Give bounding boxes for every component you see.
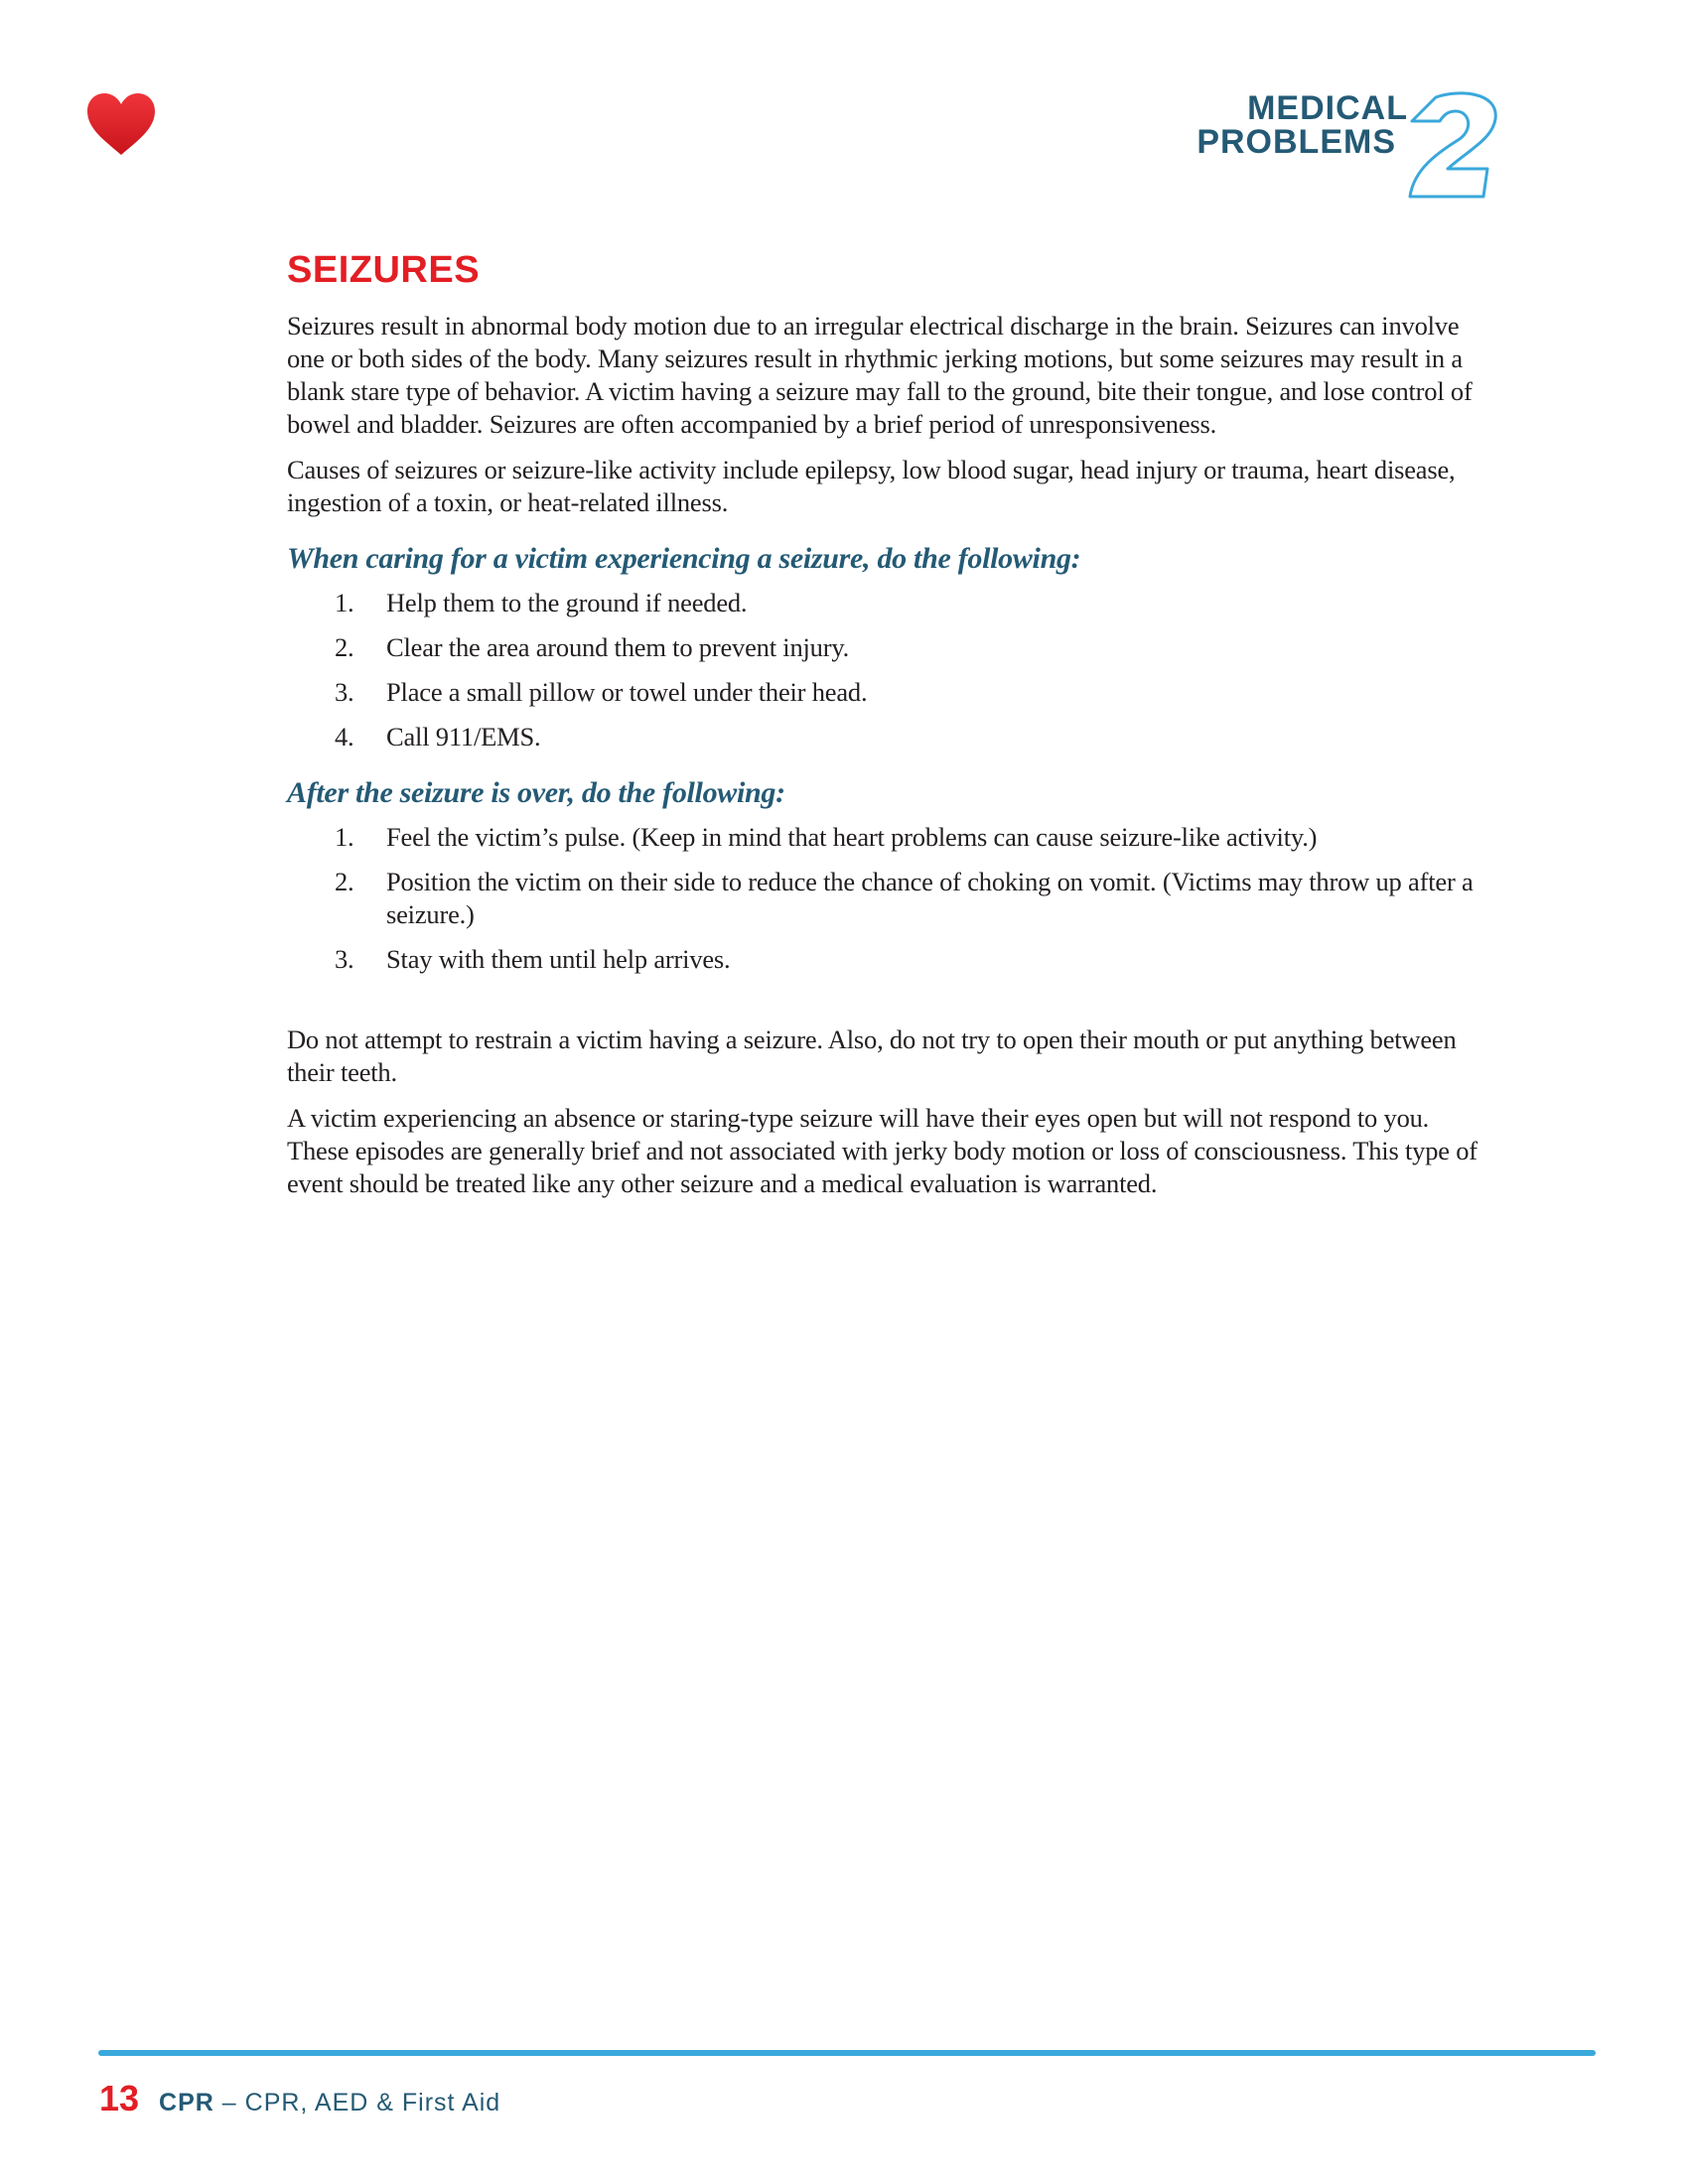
- step-text: Help them to the ground if needed.: [386, 588, 748, 617]
- footer-brand: CPR: [159, 2089, 214, 2116]
- absence-seizure-paragraph: A victim experiencing an absence or staring-type seizure will have their eyes open but will not respond to you. These episodes are generally brief and not associated with jerky body motion or loss of consciousness. This type of event should be treated like any other seizure and a medical evaluation is warranted.: [287, 1103, 1477, 1198]
- step-number: 2.: [335, 632, 354, 662]
- footer-divider: [98, 2050, 1596, 2056]
- restraint-warning-paragraph: Do not attempt to restrain a victim having a seizure. Also, do not try to open their mouth or put anything between their teeth.: [287, 1024, 1457, 1087]
- step-number: 3.: [335, 944, 354, 974]
- page-number: 13: [99, 2078, 140, 2118]
- during-seizure-heading: When caring for a victim experiencing a seizure, do the following:: [287, 542, 1081, 575]
- footer-subtitle: – CPR, AED & First Aid: [213, 2089, 501, 2116]
- chapter-title-line1: MEDICAL: [1247, 89, 1408, 127]
- list-item: [287, 866, 1494, 931]
- step-number: 1.: [335, 822, 354, 852]
- step-text: Feel the victim’s pulse. (Keep in mind that heart problems can cause seizure-like activity.): [386, 822, 1318, 852]
- chapter-title: [1196, 91, 1408, 159]
- step-number: 1.: [335, 588, 354, 617]
- during-seizure-steps: [287, 587, 1494, 753]
- after-seizure-heading: After the seizure is over, do the following:: [287, 776, 785, 809]
- intro-paragraph: Seizures result in abnormal body motion due to an irregular electrical discharge in the brain. Seizures can involve one or both sides of the body. Many seizures result in rhythmic jerking motions, but some seizures may result in a blank stare type of behavior. A victim having a seizure may fall to the ground, bite their tongue, and lose control of bowel and bladder. Seizures are often accompanied by a brief period of unresponsiveness.: [287, 311, 1473, 439]
- step-number: 3.: [335, 677, 354, 707]
- step-text: Call 911/EMS.: [386, 722, 541, 751]
- list-item: [287, 721, 1494, 753]
- step-text: Stay with them until help arrives.: [386, 944, 731, 974]
- list-item: [287, 631, 1494, 664]
- list-item: [287, 821, 1494, 854]
- list-item: [287, 587, 1494, 619]
- chapter-title-line2: PROBLEMS: [1196, 123, 1396, 161]
- list-item: [287, 943, 1494, 976]
- page-footer: [99, 2078, 500, 2119]
- step-text: Place a small pillow or towel under their head.: [386, 677, 868, 707]
- heart-icon: [85, 91, 157, 157]
- main-content: [287, 248, 1494, 1213]
- step-text: Position the victim on their side to reduce the chance of choking on vomit. (Victims may throw up after a seizure.): [386, 867, 1474, 929]
- list-item: [287, 676, 1494, 709]
- step-number: 2.: [335, 867, 354, 896]
- step-text: Clear the area around them to prevent injury.: [386, 632, 850, 662]
- causes-paragraph: Causes of seizures or seizure-like activity include epilepsy, low blood sugar, head injury or trauma, heart disease, ingestion of a toxin, or heat-related illness.: [287, 455, 1456, 517]
- after-seizure-steps: [287, 821, 1494, 976]
- chapter-number-graphic: [1408, 91, 1507, 206]
- step-number: 4.: [335, 722, 354, 751]
- section-title: SEIZURES: [287, 249, 481, 291]
